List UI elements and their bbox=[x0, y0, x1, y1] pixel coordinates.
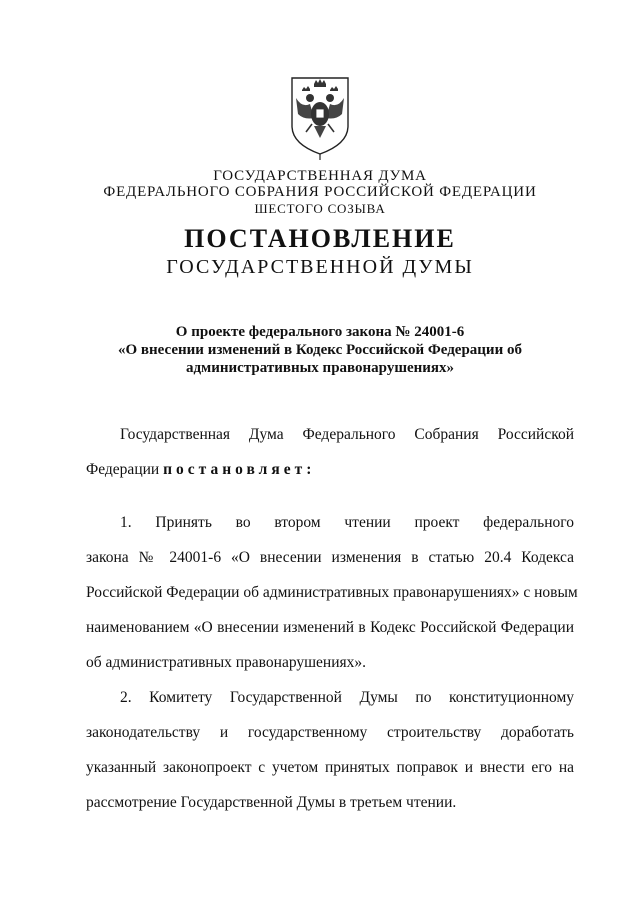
document-org: ГОСУДАРСТВЕННОЙ ДУМЫ bbox=[166, 256, 474, 278]
item1-line-3: Российской Федерации об административных правонарушениях» с новым bbox=[86, 584, 578, 601]
item1-line-5: об административных правонарушениях». bbox=[86, 654, 367, 671]
item2-line-2: законодательству и государственному строительству доработать bbox=[86, 724, 574, 741]
item1-line-4: наименованием «О внесении изменений в Кодекс Российской Федерации bbox=[86, 619, 574, 636]
header-line-1: ГОСУДАРСТВЕННАЯ ДУМА bbox=[213, 168, 427, 184]
header-line-3: ШЕСТОГО СОЗЫВА bbox=[254, 201, 386, 216]
item1-line-2: закона № 24001-6 «О внесении изменения в статью 20.4 Кодекса bbox=[86, 549, 574, 566]
document-type: ПОСТАНОВЛЕНИЕ bbox=[184, 224, 456, 253]
preamble-decision-word: постановляет: bbox=[163, 461, 316, 478]
subject-line-1: О проекте федерального закона № 24001-6 bbox=[175, 324, 465, 340]
item2-line-3: указанный законопроект с учетом принятых поправок и внести его на bbox=[86, 759, 574, 776]
preamble-text: Федерации bbox=[86, 461, 160, 478]
subject-line-3: административных правонарушениях» bbox=[185, 360, 455, 376]
subject-line-2: «О внесении изменений в Кодекс Российской Федерации об bbox=[118, 342, 522, 358]
coat-of-arms-icon bbox=[288, 74, 352, 162]
item2-line-4: рассмотрение Государственной Думы в третьем чтении. bbox=[86, 794, 457, 811]
preamble-line-1: Государственная Дума Федерального Собрания Российской bbox=[120, 426, 574, 443]
item1-line-1: 1. Принять во втором чтении проект федерального bbox=[120, 514, 574, 531]
header-line-2: ФЕДЕРАЛЬНОГО СОБРАНИЯ РОССИЙСКОЙ ФЕДЕРАЦИИ bbox=[103, 184, 537, 200]
preamble-line-2 bbox=[86, 461, 574, 479]
item2-line-1: 2. Комитету Государственной Думы по конституционному bbox=[120, 689, 574, 706]
